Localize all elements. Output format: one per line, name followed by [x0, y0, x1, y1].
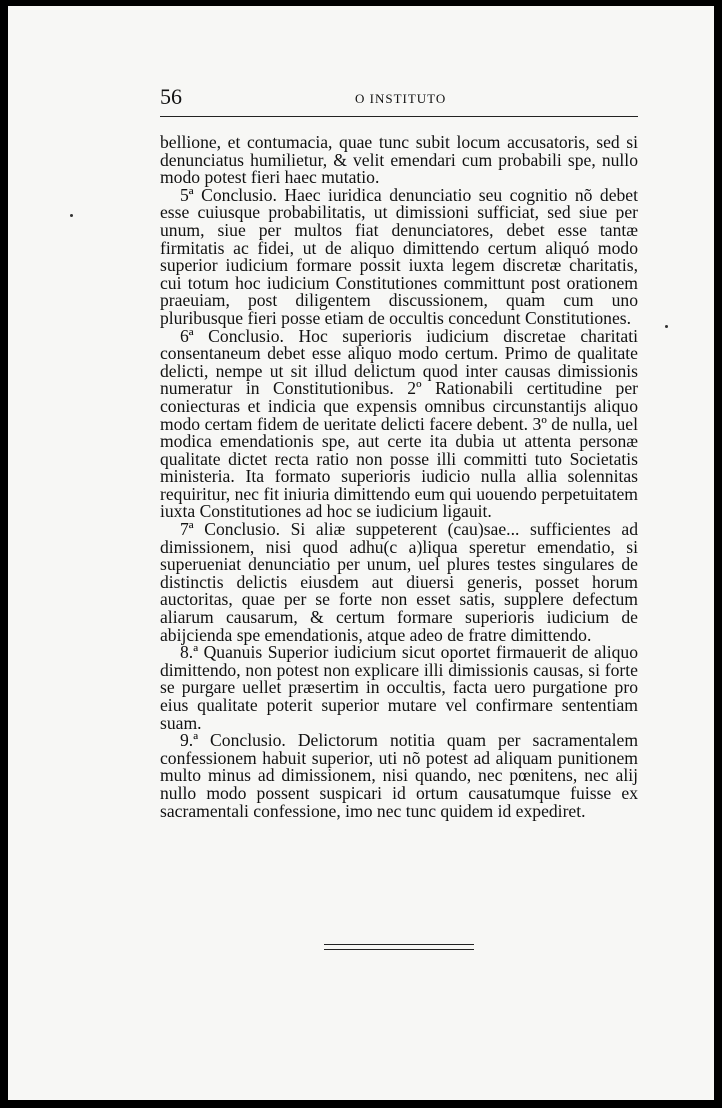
- running-title: O INSTITUTO: [355, 91, 447, 106]
- page-number: 56: [160, 84, 182, 109]
- margin-speck: [665, 325, 668, 328]
- paragraph-conclusio-6: 6ª Conclusio. Hoc superioris iudicium discretae charitati consentaneum debet esse aliquo modo certum. Primo de qualitate delicti, nempe ut sit illud delictum quod inter causas dimissionis numeratur in Constitutionibus. 2º Rationabili certitudine per coniecturas et indicia que expensis omnibus circunstantijs aliquo modo certam fidem de ueritate delicti facere debent. 3º de nulla, uel modica emendationis spe, aut certe ita dubia ut attenta personæ qualitate dictet recta ratio non posse illi committi tuto Societatis ministeria. Ita formato superioris iudicio nulla allia solennitas requiritur, nec fit iniuria dimittendo eum qui uouendo perpetuitatem iuxta Constitutiones ad hoc se iudicium ligauit.: [160, 325, 638, 522]
- paragraph-conclusio-5: 5ª Conclusio. Haec iuridica denunciatio seu cognitio nõ debet esse cuiusque probabilitatis, ut dimissioni sufficiat, sed siue per unum, siue per multos fiat denunciatores, debet esse tantæ firmitatis ac fidei, ut de aliquo dimittendo certum aliquó modo superior iudicium formare possit iuxta legem discretæ charitatis, cui totum hoc iudicium Constitutiones committunt post orationem praeuiam, post diligentem discussionem, quam cum uno pluribusque fieri posse etiam de occultis concedunt Constitutiones.: [160, 184, 638, 328]
- header-rule: [160, 116, 638, 117]
- body-text: [160, 134, 638, 820]
- end-ornament-rule: [324, 944, 474, 950]
- paragraph-conclusio-8: 8.ª Quanuis Superior iudicium sicut oportet firmauerit de aliquo dimittendo, non potest non explicare illi dimissionis causas, si forte se purgare uellet præsertim in occultis, facta uero purgatione pro eius qualitate poterit superior mutare vel confirmare sententiam suam.: [160, 642, 638, 733]
- paragraph-continuation: bellione, et contumacia, quae tunc subit locum accusatoris, sed si denunciatus humilietur, & velit emendari cum probabili spe, nullo modo potest fieri haec mutatio.: [160, 132, 638, 188]
- page-header: [160, 84, 640, 120]
- margin-speck: [70, 214, 73, 217]
- paragraph-conclusio-9: 9.ª Conclusio. Delictorum notitia quam per sacramentalem confessionem habuit superior, uti nõ potest ad aliquam punitionem multo minus ad dimissionem, nisi quando, nec pœnitens, nec alij nullo modo possent suspicari id ortum causatumque fuisse ex sacramentali confessione, imo nec tunc quidem id expediret.: [160, 730, 638, 821]
- document-page: [8, 6, 714, 1100]
- paragraph-conclusio-7: 7ª Conclusio. Si aliæ suppeterent (cau)sae... sufficientes ad dimissionem, nisi quod adhu(c a)liqua speretur emendatio, si superueniat denunciatio per unum, uel plures testes singulares de distinctis delictis eiusdem aut diuersi generis, posset horum auctoritas, quae per se forte non esset satis, supplere defectum aliarum causarum, & certum formare superioris iudicium de abijcienda spe emendationis, atque adeo de fratre dimittendo.: [160, 519, 638, 645]
